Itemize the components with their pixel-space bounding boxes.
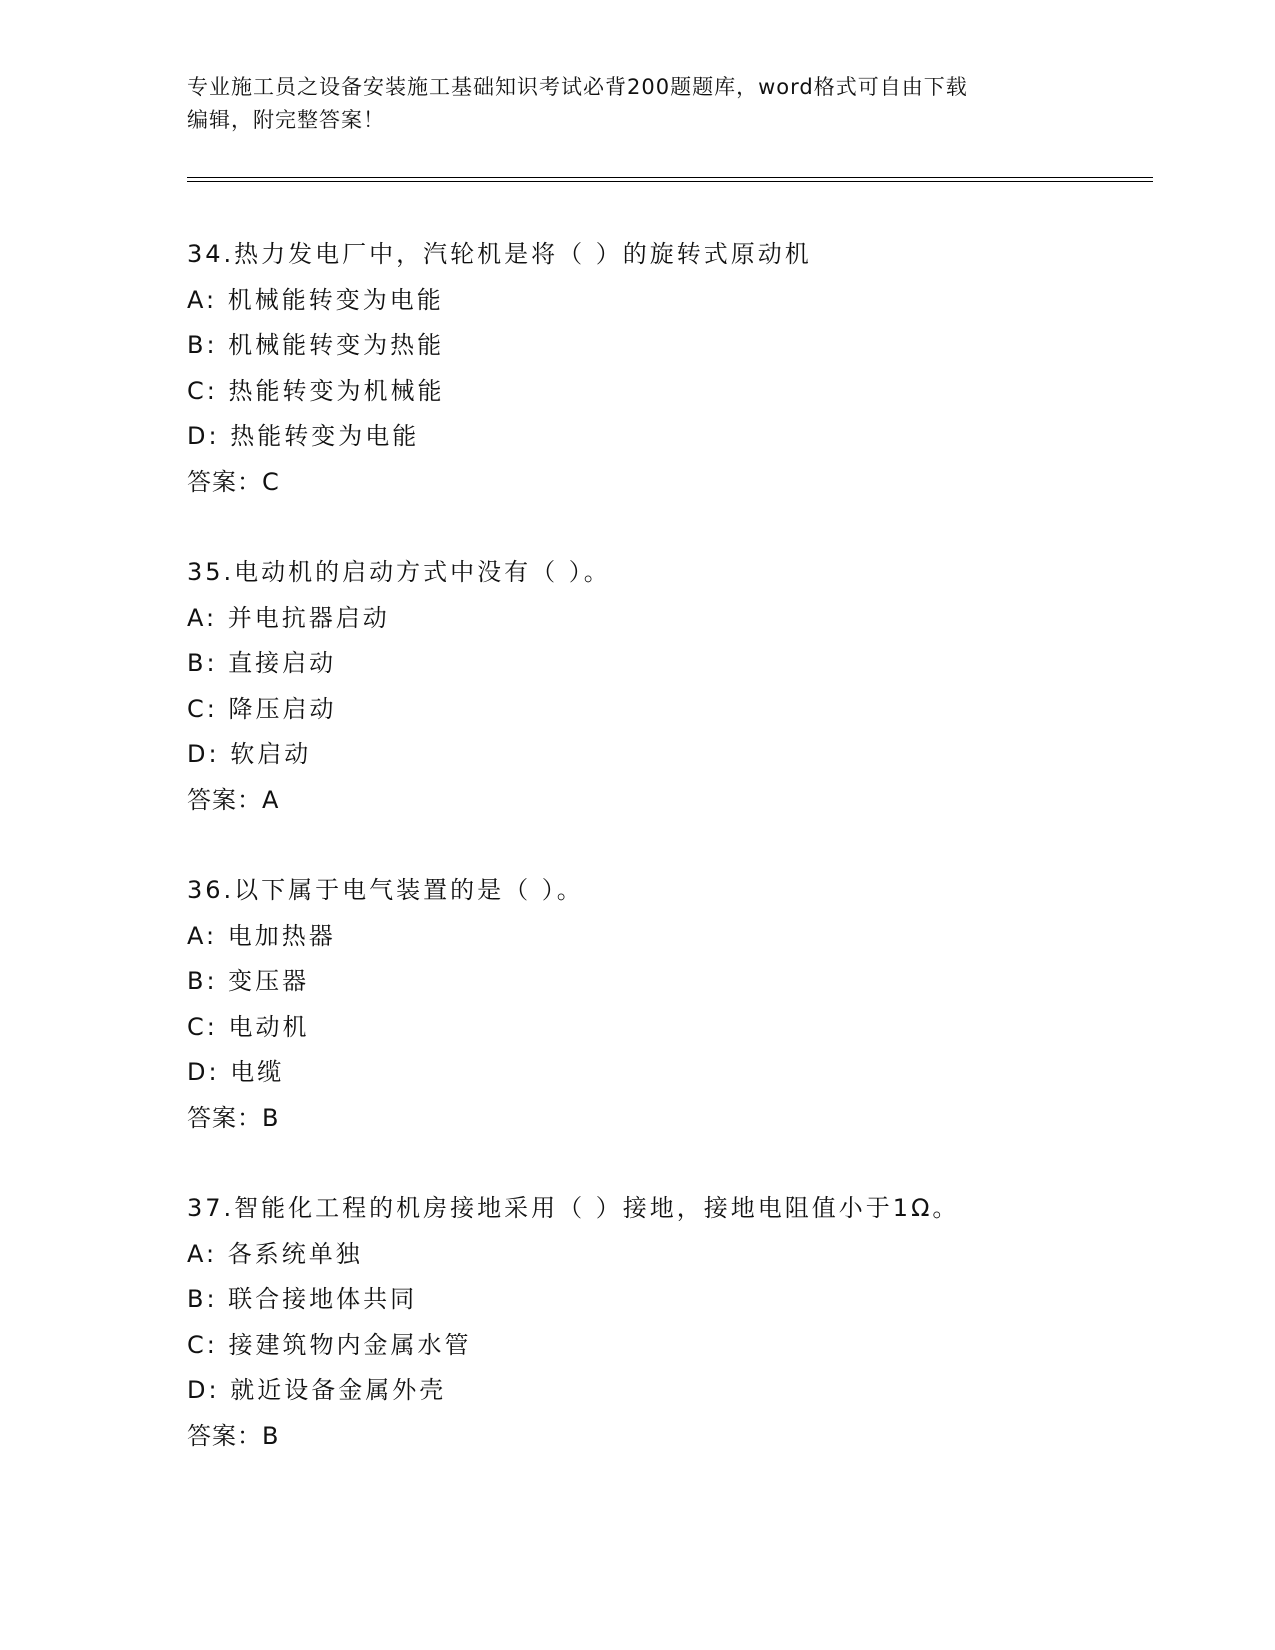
option-d: D: 热能转变为电能 — [187, 422, 420, 450]
option-d: D: 就近设备金属外壳 — [187, 1376, 447, 1404]
option-b: B: 变压器 — [187, 967, 310, 995]
question-title: 36.以下属于电气装置的是（ ）。 — [187, 876, 584, 904]
answer: 答案：A — [187, 785, 280, 814]
document-header — [187, 71, 1067, 137]
option-b: B: 联合接地体共同 — [187, 1285, 418, 1313]
option-b: B: 机械能转变为热能 — [187, 331, 445, 359]
question-title: 37.智能化工程的机房接地采用（ ）接地，接地电阻值小于1Ω。 — [187, 1194, 960, 1222]
question-title: 34.热力发电厂中，汽轮机是将（ ）的旋转式原动机 — [187, 240, 812, 268]
question-35 — [187, 550, 1187, 823]
header-line-1: 专业施工员之设备安装施工基础知识考试必背200题题库，word格式可自由下载 — [187, 75, 968, 99]
question-36 — [187, 868, 1187, 1141]
option-c: C: 接建筑物内金属水管 — [187, 1330, 472, 1359]
answer: 答案：B — [187, 1421, 280, 1450]
option-d: D: 软启动 — [187, 740, 312, 768]
option-c: C: 热能转变为机械能 — [187, 376, 445, 405]
option-a: A: 各系统单独 — [187, 1239, 363, 1268]
option-d: D: 电缆 — [187, 1058, 285, 1086]
option-c: C: 降压启动 — [187, 694, 337, 723]
option-a: A: 机械能转变为电能 — [187, 285, 444, 314]
header-line-2: 编辑，附完整答案！ — [187, 108, 385, 132]
answer: 答案：B — [187, 1103, 280, 1132]
option-a: A: 并电抗器启动 — [187, 603, 390, 632]
option-a: A: 电加热器 — [187, 921, 336, 950]
option-b: B: 直接启动 — [187, 649, 337, 677]
answer: 答案：C — [187, 467, 280, 496]
question-37 — [187, 1186, 1187, 1459]
header-divider — [187, 177, 1153, 182]
question-34 — [187, 232, 1187, 505]
question-title: 35.电动机的启动方式中没有（ ）。 — [187, 558, 611, 586]
option-c: C: 电动机 — [187, 1012, 310, 1041]
